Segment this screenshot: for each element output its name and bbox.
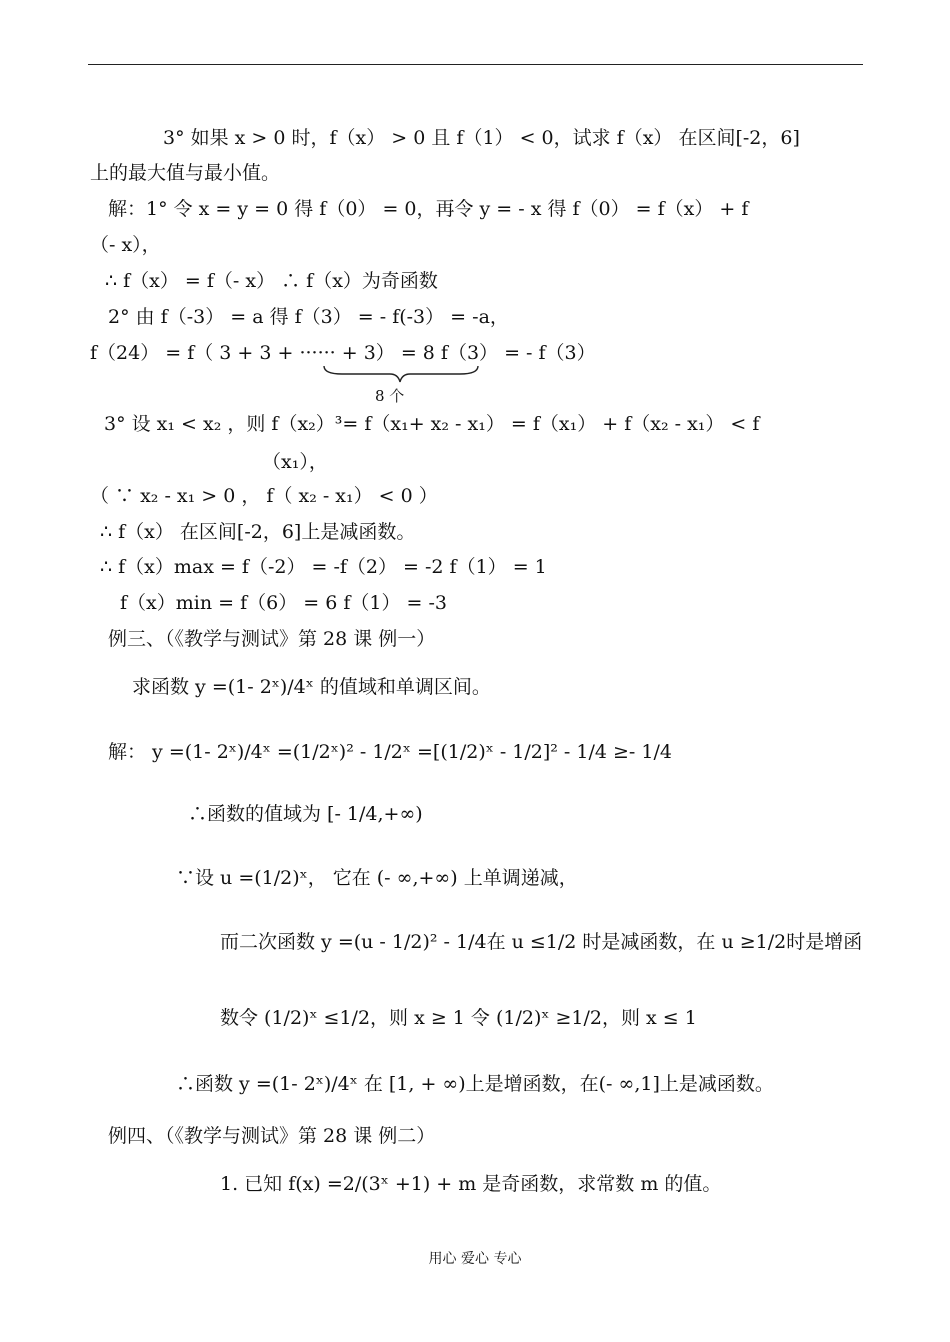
header-rule (88, 64, 863, 65)
text-line: 3° 如果 x > 0 时，f（x） > 0 且 f（1） < 0，试求 f（x） 在区间[-2，6] (163, 127, 800, 149)
text-line: （x₁）， (262, 451, 328, 473)
text-line: （ ∵ x₂ - x₁ > 0 ， f（ x₂ - x₁） < 0 ） (90, 485, 438, 507)
text-line: f（24） = f（ 3 + 3 + ······ + 3） = 8 f（3） = - f（3） (90, 342, 596, 364)
text-line: 数令 (1/2)ˣ ≤1/2，则 x ≥ 1 令 (1/2)ˣ ≥1/2，则 x ≤ 1 (220, 1007, 697, 1029)
text-line: 例四、（《教学与测试》第 28 课 例二） (108, 1125, 436, 1147)
text-line: f（x）min = f（6） = 6 f（1） = -3 (120, 592, 447, 614)
text-line: ∴ f（x） 在区间[-2，6]上是减函数。 (100, 521, 416, 543)
text-line: ∴函数的值域为 [- 1/4,+∞) (188, 803, 423, 825)
text-line: 3° 设 x₁ < x₂ ，则 f（x₂）³= f（x₁+ x₂ - x₁） = f（x₁） + f（x₂ - x₁） < f (104, 413, 760, 435)
text-line: 1. 已知 f(x) =2/(3ˣ +1) + m 是奇函数，求常数 m 的值。 (220, 1173, 722, 1195)
page-footer: 用心 爱心 专心 (428, 1251, 522, 1267)
text-line: 例三、（《教学与测试》第 28 课 例一） (108, 628, 436, 650)
text-line: 解： y =(1- 2ˣ)/4ˣ =(1/2ˣ)² - 1/2ˣ =[(1/2)ˣ - 1/2]² - 1/4 ≥- 1/4 (108, 741, 672, 763)
text-line: 求函数 y =(1- 2ˣ)/4ˣ 的值域和单调区间。 (132, 676, 491, 698)
text-line: ∴ f（x） = f（- x） ∴ f（x）为奇函数 (105, 270, 438, 292)
text-line: 上的最大值与最小值。 (90, 162, 281, 184)
text-line: 而二次函数 y =(u - 1/2)² - 1/4在 u ≤1/2 时是减函数，在 u ≥1/2时是增函 (220, 931, 863, 953)
text-line: ∴ f（x）max = f（-2） = -f（2） = -2 f（1） = 1 (100, 556, 547, 578)
text-line: ∵设 u =(1/2)ˣ， 它在 (- ∞,+∞) 上单调递减， (176, 867, 578, 889)
text-line: 2° 由 f（-3） = a 得 f（3） = - f(-3） = -a， (108, 306, 509, 328)
text-line: ∴函数 y =(1- 2ˣ)/4ˣ 在 [1, + ∞)上是增函数，在(- ∞,1]上是减函数。 (176, 1073, 774, 1095)
text-line: 解：1° 令 x = y = 0 得 f（0） = 0，再令 y = - x 得 f（0） = f（x） + f (108, 198, 749, 220)
text-line: （- x）， (90, 234, 161, 256)
text-line: 8 个 (375, 387, 405, 405)
underbrace (322, 364, 482, 384)
